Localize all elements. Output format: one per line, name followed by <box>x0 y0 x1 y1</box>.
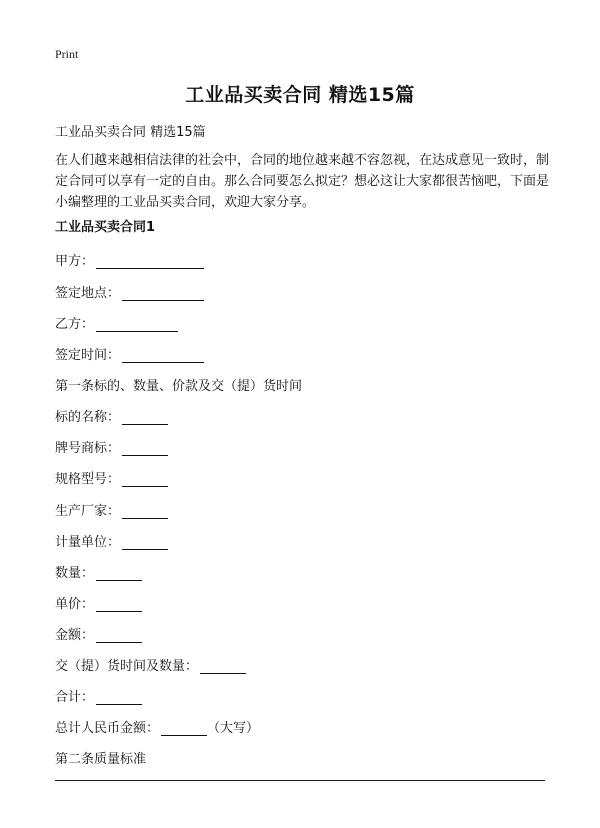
field-unit <box>55 531 168 550</box>
field-brand <box>55 437 168 456</box>
blank-line <box>200 659 246 674</box>
document-title: 工业品买卖合同 精选15篇 <box>185 84 415 106</box>
field-sign-time <box>55 344 204 363</box>
blank-line <box>96 317 178 332</box>
field-label: 金额： <box>55 628 95 643</box>
page-divider <box>55 780 545 781</box>
field-delivery <box>55 655 246 674</box>
blank-line <box>122 348 204 363</box>
blank-line <box>122 472 168 487</box>
print-link[interactable]: Print <box>55 47 79 61</box>
field-unit-price <box>55 593 142 612</box>
field-label: 总计人民币金额： <box>55 721 160 736</box>
blank-line <box>96 597 142 612</box>
field-label: 签定时间： <box>55 348 121 363</box>
field-quantity <box>55 562 142 581</box>
field-label: 乙方： <box>55 317 95 332</box>
field-label: 签定地点： <box>55 286 121 301</box>
blank-line <box>96 254 204 269</box>
article-2-heading: 第二条质量标准 <box>55 752 147 767</box>
field-item-name <box>55 406 168 425</box>
blank-line <box>122 441 168 456</box>
field-total-rmb <box>55 717 259 736</box>
field-spec <box>55 468 168 487</box>
blank-line <box>122 504 168 519</box>
field-total <box>55 686 142 705</box>
field-label: 合计： <box>55 690 95 705</box>
field-label: 甲方： <box>55 254 95 269</box>
field-label: 交（提）货时间及数量： <box>55 659 199 674</box>
field-label: 生产厂家： <box>55 504 121 519</box>
field-label: 规格型号： <box>55 472 121 487</box>
blank-line <box>96 690 142 705</box>
section-heading-1: 工业品买卖合同1 <box>55 220 156 235</box>
article-1-heading: 第一条标的、数量、价款及交（提）货时间 <box>55 379 303 394</box>
field-label: 标的名称： <box>55 410 121 425</box>
field-amount <box>55 624 142 643</box>
blank-line <box>96 628 142 643</box>
field-party-a <box>55 250 204 269</box>
blank-line <box>122 410 168 425</box>
blank-line <box>161 721 207 736</box>
blank-line <box>122 286 204 301</box>
field-party-b <box>55 313 178 332</box>
field-manufacturer <box>55 500 168 519</box>
field-suffix: （大写） <box>207 721 260 736</box>
field-label: 计量单位： <box>55 535 121 550</box>
intro-paragraph: 在人们越来越相信法律的社会中，合同的地位越来越不容忽视，在达成意见一致时，制定合同可以享有一定的自由。那么合同要怎么拟定？想必这让大家都很苦恼吧，下面是小编整理的工业品买卖合同，欢迎大家分享。 <box>55 153 550 210</box>
blank-line <box>122 535 168 550</box>
field-label: 数量： <box>55 566 95 581</box>
field-label: 牌号商标： <box>55 441 121 456</box>
blank-line <box>96 566 142 581</box>
field-sign-place <box>55 282 204 301</box>
document-subtitle: 工业品买卖合同 精选15篇 <box>55 125 206 140</box>
field-label: 单价： <box>55 597 95 612</box>
